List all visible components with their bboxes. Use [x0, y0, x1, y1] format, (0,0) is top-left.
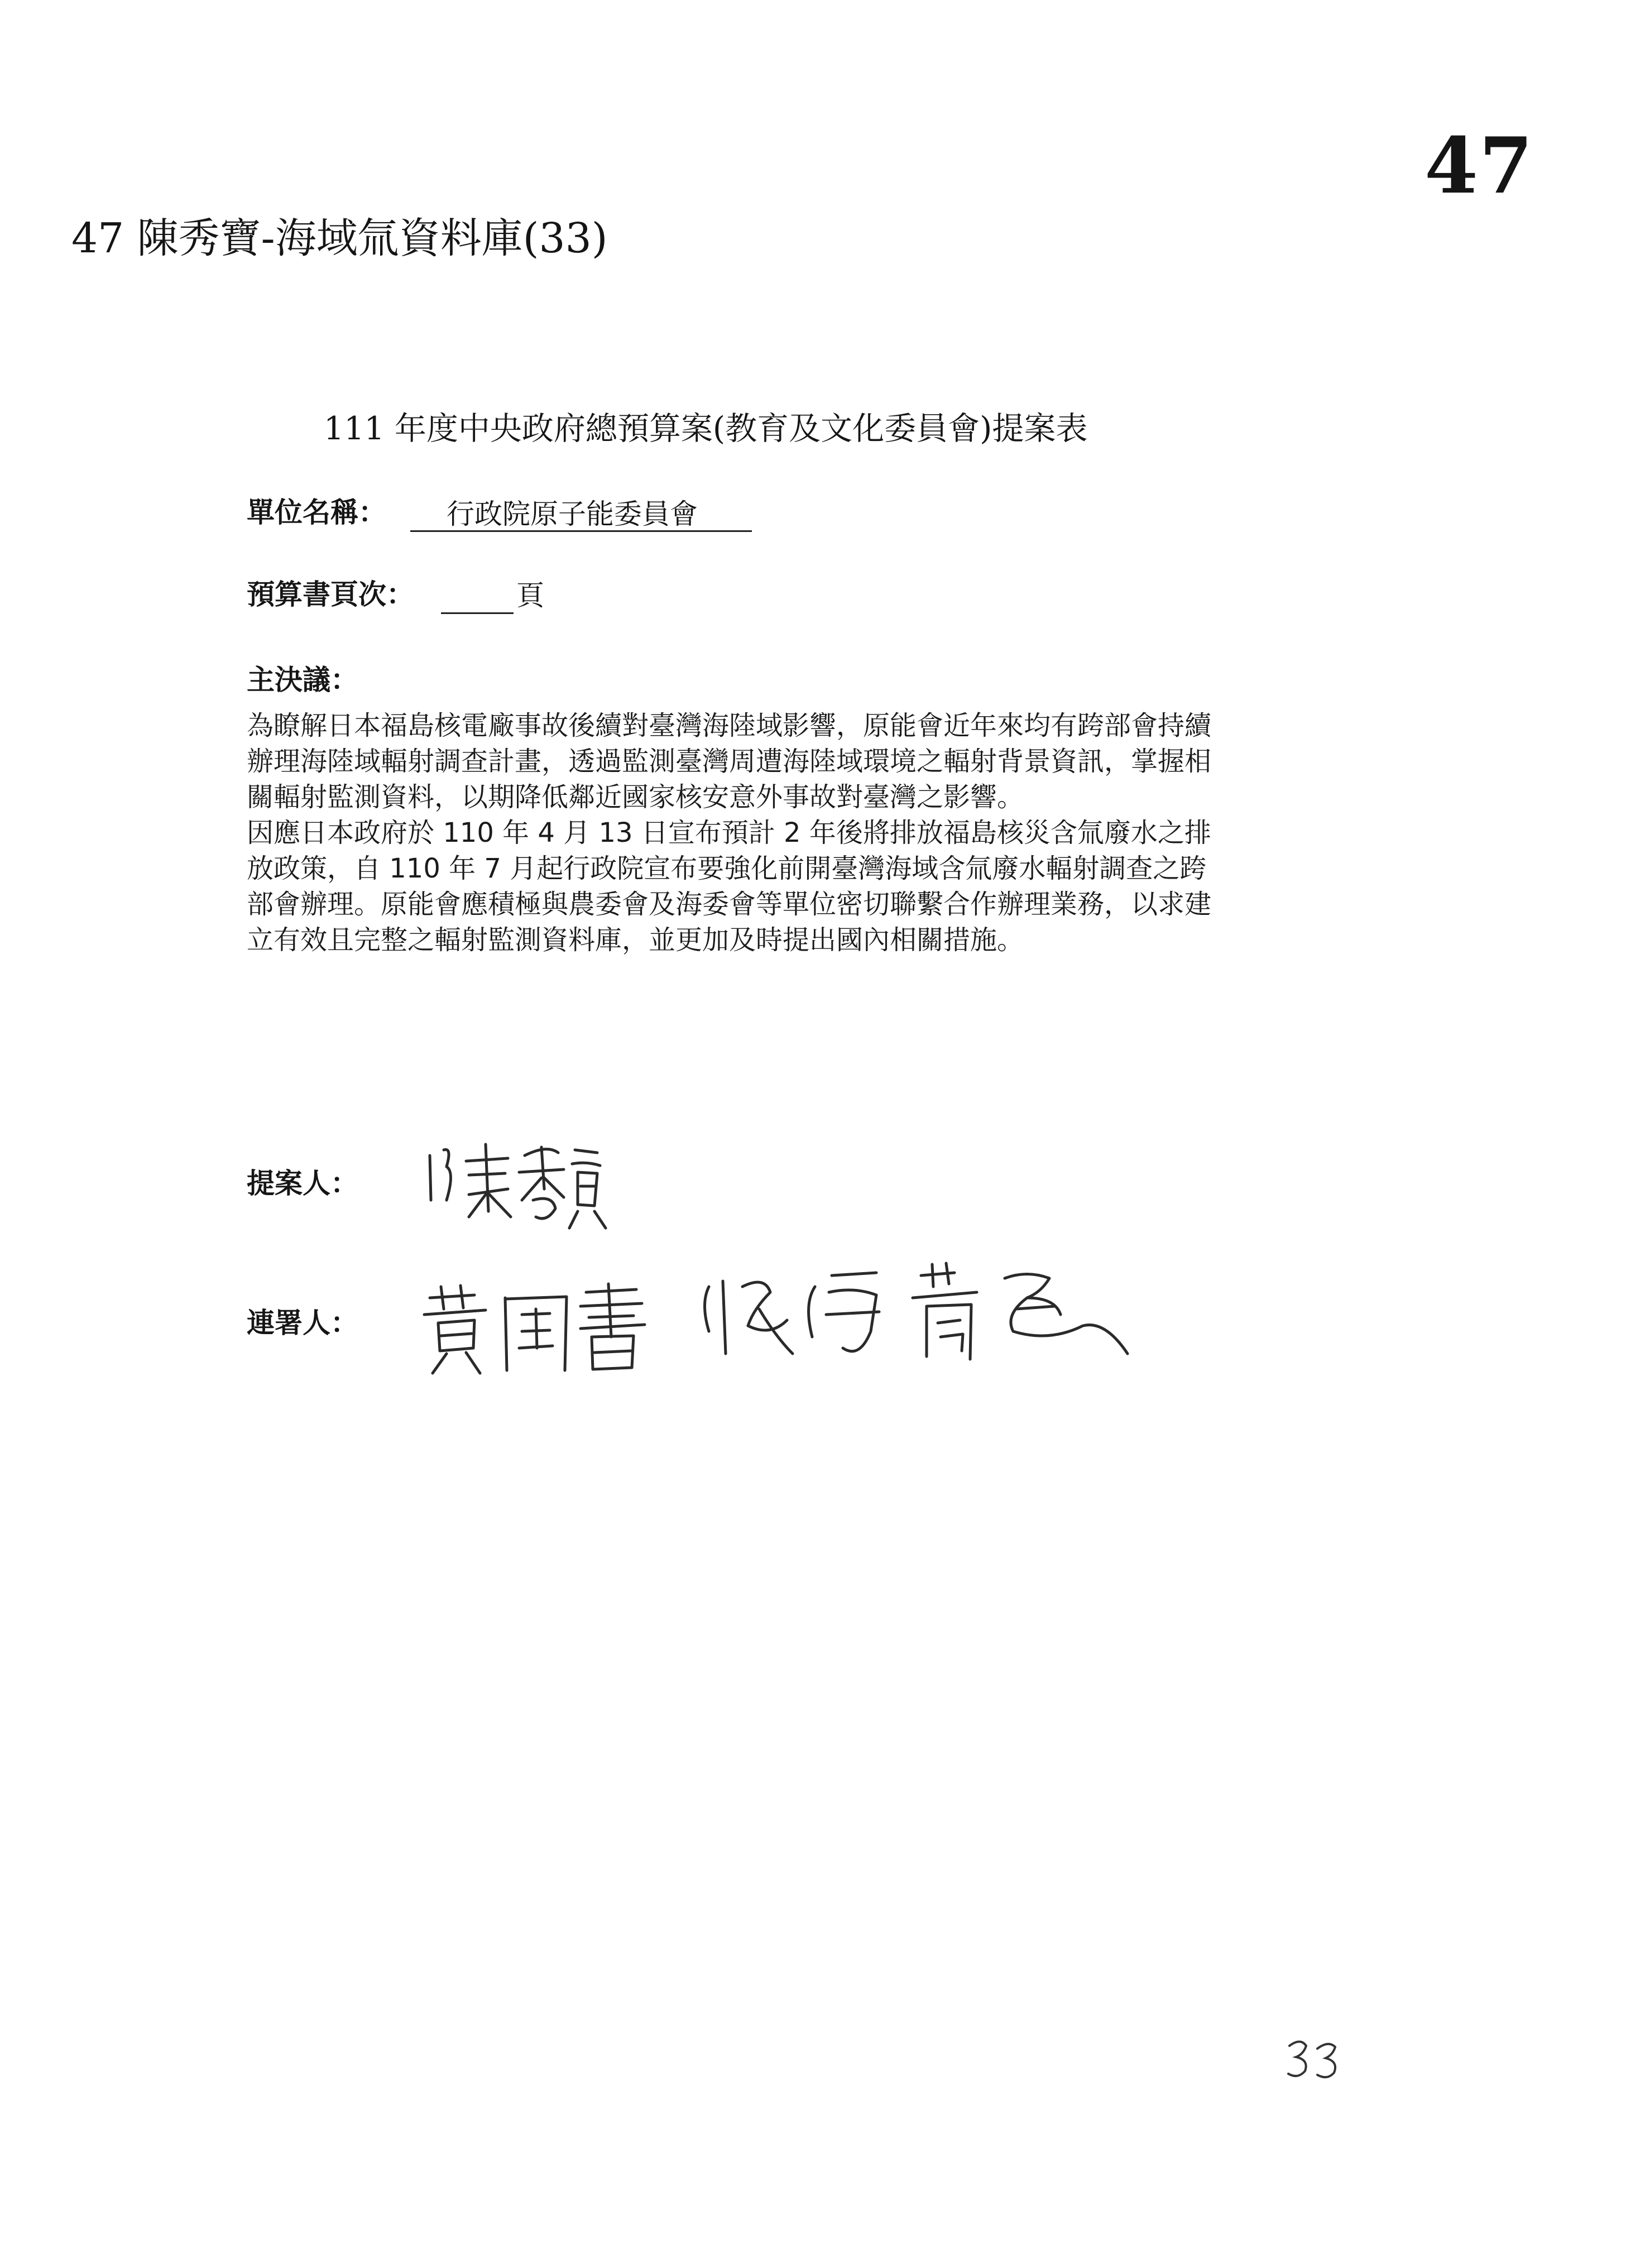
budget-page-label: 預算書頁次：: [247, 578, 414, 611]
resolution-label: 主決議：: [247, 663, 358, 696]
unit-value: 行政院原子能委員會: [447, 498, 698, 530]
budget-page-blank: [441, 612, 514, 614]
cosigner-signature-2: [692, 1253, 1139, 1376]
document-number-badge: 47: [1424, 120, 1534, 211]
proposer-signature: [413, 1133, 614, 1239]
handwritten-page-number: [1284, 2035, 1345, 2085]
unit-label: 單位名稱：: [247, 496, 386, 529]
document-title: 47 陳秀寶-海域氚資料庫(33): [71, 214, 608, 262]
cosigner-signature-1: [413, 1276, 659, 1382]
resolution-paragraph: 因應日本政府於 110 年 4 月 13 日宣布預計 2 年後將排放福島核災含氚廢水之排放政策，自 110 年 7 月起行政院宣布要強化前開臺灣海域含氚廢水輻射調查之跨部會辦理。原能會應積極與農委會及海委會等單位密切聯繫合作辦理業務，以求建立有效且完整之輻射監測資料庫，並更加及時提出國內相關措施。: [247, 817, 1212, 956]
budget-page-suffix: 頁: [516, 579, 544, 612]
cosigner-label: 連署人：: [247, 1306, 358, 1339]
form-title: 111 年度中央政府總預算案(教育及文化委員會)提案表: [324, 410, 1088, 447]
resolution-body: [247, 708, 1229, 958]
proposer-label: 提案人：: [247, 1167, 358, 1200]
unit-underline: [410, 530, 752, 532]
resolution-paragraph: 為瞭解日本福島核電廠事故後續對臺灣海陸域影響，原能會近年來均有跨部會持續辦理海陸域輻射調查計畫，透過監測臺灣周遭海陸域環境之輻射背景資訊，掌握相關輻射監測資料，以期降低鄰近國家核安意外事故對臺灣之影響。: [247, 710, 1212, 813]
